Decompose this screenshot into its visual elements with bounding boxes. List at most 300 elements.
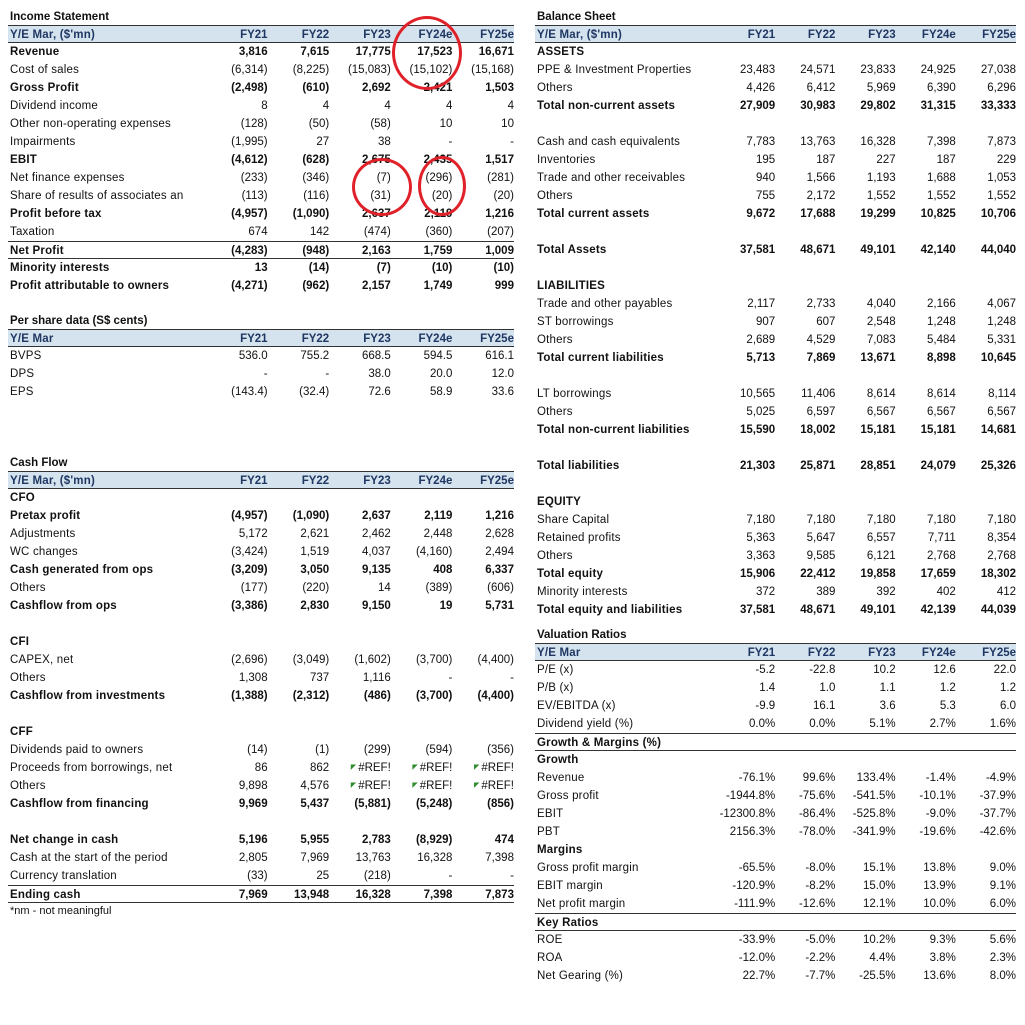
value-text: 2,462	[362, 528, 391, 540]
row-total-liabilities	[535, 457, 1016, 475]
value-text: (4,957)	[231, 510, 268, 522]
value-text: 674	[248, 226, 268, 238]
row-label: Proceeds from borrowings, net	[10, 762, 173, 774]
value-cell	[206, 277, 268, 295]
value-cell	[775, 529, 835, 547]
value-cell	[329, 831, 391, 849]
value-cell	[775, 967, 835, 985]
value-text: #REF!	[358, 780, 391, 792]
value-text: 1,308	[238, 672, 268, 684]
value-cell	[452, 115, 514, 133]
row-trade-and-other-receivables	[535, 169, 1016, 187]
value-cell	[896, 313, 956, 331]
value-cell	[896, 295, 956, 313]
value-text: #REF!	[419, 762, 453, 774]
valuation-title: Valuation Ratios	[537, 629, 627, 641]
value-cell	[391, 205, 453, 223]
row-label: Others	[537, 82, 573, 94]
value-cell	[775, 841, 835, 859]
value-cell	[268, 169, 330, 187]
value-text: -1.4%	[925, 772, 956, 784]
value-cell	[775, 601, 835, 619]
row-label: WC changes	[10, 546, 78, 558]
value-text: 5,713	[746, 352, 776, 364]
value-cell	[391, 507, 453, 525]
row-label: EPS	[10, 386, 34, 398]
value-cell	[206, 507, 268, 525]
value-text: 16,328	[417, 852, 453, 864]
value-text: 25,326	[980, 460, 1017, 472]
value-text: 7,969	[300, 852, 330, 864]
row-total-current-liabilities	[535, 349, 1016, 367]
value-cell	[206, 759, 268, 777]
value-text: 1.1	[879, 682, 896, 694]
value-text: #REF!	[419, 780, 453, 792]
value-text: 1,116	[362, 672, 391, 684]
value-cell	[391, 597, 453, 615]
header-cell: FY22	[301, 29, 330, 41]
value-text: 1.2	[1000, 682, 1017, 694]
value-cell	[206, 242, 268, 258]
value-cell	[835, 187, 895, 205]
row-dividends-paid-to-owners	[8, 741, 514, 759]
value-text: 133.4%	[856, 772, 896, 784]
value-text: 195	[756, 154, 776, 166]
value-text: 15,906	[740, 568, 776, 580]
value-text: (360)	[425, 226, 453, 238]
value-text: 9,135	[362, 564, 391, 576]
value-cell	[956, 403, 1016, 421]
row-label: Dividend yield (%)	[537, 718, 634, 730]
value-text: #REF!	[358, 762, 391, 774]
value-cell	[715, 529, 775, 547]
value-text: -4.9%	[985, 772, 1017, 784]
value-cell	[835, 403, 895, 421]
value-cell	[391, 79, 453, 97]
value-cell	[268, 489, 330, 507]
value-text: 2,448	[423, 528, 453, 540]
value-text: 5.6%	[989, 934, 1017, 946]
value-cell	[956, 769, 1016, 787]
value-text: (2,498)	[231, 82, 268, 94]
value-text: 4,529	[806, 334, 836, 346]
value-text: 2,421	[423, 82, 453, 94]
value-cell	[391, 795, 453, 813]
value-cell	[956, 241, 1016, 259]
value-text: -19.6%	[919, 826, 956, 838]
value-cell	[835, 601, 895, 619]
value-cell	[956, 914, 1016, 930]
value-cell	[956, 313, 1016, 331]
value-cell	[268, 187, 330, 205]
row-total-assets	[535, 241, 1016, 259]
value-text: 5.1%	[869, 718, 896, 730]
value-cell	[715, 769, 775, 787]
value-text: -37.9%	[979, 790, 1017, 802]
value-text: (58)	[370, 118, 391, 130]
value-cell	[329, 383, 391, 401]
value-cell	[896, 133, 956, 151]
value-cell	[715, 601, 775, 619]
value-text: (628)	[302, 154, 330, 166]
value-cell	[268, 259, 330, 277]
value-cell	[391, 886, 453, 902]
row-ebit	[535, 805, 1016, 823]
value-text: -525.8%	[852, 808, 896, 820]
value-text: 10	[439, 118, 453, 130]
value-cell	[206, 365, 268, 383]
value-cell	[956, 97, 1016, 115]
value-cell	[206, 723, 268, 741]
row-label: EQUITY	[537, 496, 582, 508]
value-cell	[268, 525, 330, 543]
row-label: Share of results of associates an	[10, 190, 184, 202]
right-panel	[535, 9, 1016, 985]
value-text: (4,160)	[415, 546, 453, 558]
value-text: (113)	[241, 190, 268, 202]
value-cell	[775, 151, 835, 169]
row-label: Total current assets	[537, 208, 650, 220]
value-text: -12300.8%	[719, 808, 776, 820]
value-text: (3,424)	[231, 546, 268, 558]
value-cell	[268, 795, 330, 813]
value-cell	[775, 331, 835, 349]
row-cfo	[8, 489, 514, 507]
value-cell	[835, 859, 895, 877]
value-cell	[956, 967, 1016, 985]
value-text: (5,248)	[415, 798, 453, 810]
row-margins	[535, 841, 1016, 859]
value-cell	[329, 489, 391, 507]
value-text: 5,025	[746, 406, 776, 418]
value-cell	[391, 777, 453, 795]
value-text: 372	[756, 586, 776, 598]
value-text: -5.2	[755, 664, 776, 676]
header-cell: FY24e	[418, 475, 453, 487]
value-cell	[896, 967, 956, 985]
value-text: (15,168)	[471, 64, 514, 76]
value-text: 5,647	[806, 532, 836, 544]
value-text: (2,696)	[231, 654, 268, 666]
value-text: 999	[494, 280, 514, 292]
value-text: 8	[261, 100, 268, 112]
value-cell	[775, 43, 835, 61]
row-minority-interests	[535, 583, 1016, 601]
row-pretax-profit	[8, 507, 514, 525]
per-share-title: Per share data (S$ cents)	[10, 315, 148, 327]
value-text: 37,581	[740, 604, 776, 616]
value-cell	[835, 787, 895, 805]
row-assets	[535, 43, 1016, 61]
row-cfi	[8, 633, 514, 651]
value-text: 2,768	[927, 550, 956, 562]
value-cell	[268, 831, 330, 849]
value-cell	[896, 169, 956, 187]
value-text: (31)	[370, 190, 391, 202]
value-cell	[268, 151, 330, 169]
value-text: 7,398	[485, 852, 514, 864]
row-label: Revenue	[10, 46, 60, 58]
value-text: 30,983	[800, 100, 836, 112]
value-cell	[956, 385, 1016, 403]
value-text: (10)	[431, 262, 453, 274]
value-text: 755	[756, 190, 776, 202]
value-cell	[452, 886, 514, 902]
value-text: 6,597	[806, 406, 836, 418]
value-text: 38	[377, 136, 391, 148]
value-cell	[329, 133, 391, 151]
value-text: 2,166	[927, 298, 956, 310]
value-cell	[206, 669, 268, 687]
value-cell	[715, 385, 775, 403]
value-cell	[452, 383, 514, 401]
row-label: LT borrowings	[537, 388, 612, 400]
value-cell	[956, 187, 1016, 205]
value-cell	[715, 205, 775, 223]
value-cell	[715, 751, 775, 769]
value-cell	[206, 831, 268, 849]
value-cell	[206, 205, 268, 223]
value-cell	[329, 723, 391, 741]
value-cell	[391, 669, 453, 687]
value-text: (346)	[302, 172, 330, 184]
error-flag-icon: ◤	[412, 782, 418, 789]
value-cell	[391, 741, 453, 759]
value-cell	[956, 511, 1016, 529]
row-roa	[535, 949, 1016, 967]
value-text: 2,163	[362, 245, 391, 257]
table-header	[8, 471, 514, 489]
row-label: CFF	[10, 726, 33, 738]
value-text: 2,157	[362, 280, 391, 292]
value-text: 25	[316, 870, 330, 882]
value-text: (1,388)	[231, 690, 268, 702]
value-text: 6,567	[927, 406, 956, 418]
row-ebit-margin	[535, 877, 1016, 895]
value-cell	[775, 914, 835, 930]
value-text: 0.0%	[809, 718, 836, 730]
value-text: 1,053	[987, 172, 1017, 184]
value-text: 19,299	[860, 208, 896, 220]
row-proceeds-from-borrowings-net	[8, 759, 514, 777]
value-cell	[896, 715, 956, 733]
value-text: -86.4%	[798, 808, 836, 820]
value-cell	[775, 769, 835, 787]
value-text: 229	[996, 154, 1017, 166]
value-text: 1,248	[927, 316, 956, 328]
value-cell	[896, 914, 956, 930]
value-text: (207)	[487, 226, 514, 238]
value-cell	[268, 205, 330, 223]
row-taxation	[8, 223, 514, 241]
value-text: 37,581	[740, 244, 776, 256]
value-text: 7,180	[987, 514, 1017, 526]
value-text: 1,519	[300, 546, 330, 558]
value-text: (962)	[302, 280, 330, 292]
value-cell	[715, 133, 775, 151]
value-text: 4,037	[362, 546, 391, 558]
value-text: 408	[433, 564, 453, 576]
value-cell	[452, 867, 514, 885]
value-text: 17,688	[800, 208, 836, 220]
value-text: -	[510, 136, 514, 148]
value-text: (1,602)	[354, 654, 391, 666]
value-text: -111.9%	[734, 898, 776, 910]
value-cell	[775, 403, 835, 421]
value-text: (594)	[425, 744, 453, 756]
value-cell	[391, 723, 453, 741]
value-cell	[775, 133, 835, 151]
value-cell	[329, 867, 391, 885]
row-label: DPS	[10, 368, 35, 380]
valuation-table	[535, 643, 1016, 985]
value-cell	[452, 849, 514, 867]
value-text: 227	[876, 154, 896, 166]
value-text: 6,390	[927, 82, 956, 94]
value-text: (1,995)	[231, 136, 268, 148]
value-text: 49,101	[860, 244, 896, 256]
row-label: Margins	[537, 844, 583, 856]
value-text: -	[263, 368, 268, 380]
row-label: Total equity	[537, 568, 604, 580]
value-cell	[452, 205, 514, 223]
value-text: 7,873	[987, 136, 1017, 148]
value-cell	[329, 169, 391, 187]
value-cell	[775, 895, 835, 913]
header-cell: FY24e	[418, 29, 453, 41]
value-text: 20.0	[429, 368, 453, 380]
row-label: Cash and cash equivalents	[537, 136, 681, 148]
row-label: Gross Profit	[10, 82, 79, 94]
value-cell	[835, 751, 895, 769]
table-header	[535, 25, 1016, 43]
value-cell	[775, 187, 835, 205]
value-text: 13	[254, 262, 268, 274]
value-cell	[835, 151, 895, 169]
value-cell	[835, 734, 895, 750]
table-header	[8, 25, 514, 43]
row-label: Ending cash	[10, 889, 81, 901]
value-cell	[206, 489, 268, 507]
value-cell	[329, 795, 391, 813]
value-cell	[268, 223, 330, 241]
value-text: 907	[756, 316, 776, 328]
income-statement-title: Income Statement	[10, 11, 110, 23]
row-label: Net Gearing (%)	[537, 970, 624, 982]
value-cell	[835, 295, 895, 313]
value-text: 44,040	[980, 244, 1017, 256]
value-text: 10.2	[873, 664, 896, 676]
value-text: 1,216	[485, 208, 514, 220]
value-text: 1,517	[485, 154, 514, 166]
value-text: 13.6%	[923, 970, 956, 982]
value-cell	[835, 967, 895, 985]
value-text: 10.2%	[863, 934, 896, 946]
value-cell	[715, 967, 775, 985]
row-label: EBIT	[10, 154, 37, 166]
value-text: 4,426	[746, 82, 776, 94]
row-net-finance-expenses	[8, 169, 514, 187]
value-text: 24,925	[920, 64, 956, 76]
value-cell	[391, 242, 453, 258]
value-cell	[206, 43, 268, 61]
value-cell	[896, 547, 956, 565]
value-text: 10,645	[980, 352, 1017, 364]
value-text: 13,763	[800, 136, 836, 148]
value-text: 42,140	[920, 244, 956, 256]
value-text: 8,354	[987, 532, 1017, 544]
value-cell	[835, 841, 895, 859]
value-cell	[835, 914, 895, 930]
value-text: 14,681	[980, 424, 1017, 436]
value-text: 1,552	[987, 190, 1017, 202]
value-cell	[391, 489, 453, 507]
value-cell	[835, 133, 895, 151]
value-text: 12.6	[933, 664, 956, 676]
value-text: (4,612)	[231, 154, 268, 166]
value-cell	[896, 493, 956, 511]
value-text: 17,523	[417, 46, 453, 58]
row-label: Total Assets	[537, 244, 607, 256]
value-cell	[391, 347, 453, 365]
value-cell	[391, 169, 453, 187]
row-label: PBT	[537, 826, 560, 838]
value-cell	[715, 43, 775, 61]
value-text: 2,637	[362, 510, 391, 522]
value-text: 11,406	[801, 388, 836, 400]
row-total-equity-and-liabilities	[535, 601, 1016, 619]
value-cell	[391, 365, 453, 383]
value-cell	[835, 313, 895, 331]
value-cell	[268, 79, 330, 97]
row-adjustments	[8, 525, 514, 543]
value-text: 9,585	[806, 550, 836, 562]
value-text: (4,271)	[231, 280, 268, 292]
value-cell	[896, 349, 956, 367]
value-cell	[956, 331, 1016, 349]
value-cell	[835, 457, 895, 475]
value-cell	[956, 787, 1016, 805]
value-text: 10,706	[980, 208, 1017, 220]
value-cell	[775, 931, 835, 949]
value-text: 6,557	[866, 532, 896, 544]
value-text: (15,102)	[409, 64, 453, 76]
value-cell	[775, 457, 835, 475]
value-text: 2,733	[806, 298, 836, 310]
value-cell	[329, 579, 391, 597]
value-text: 389	[816, 586, 836, 598]
value-text: 474	[494, 834, 514, 846]
value-cell	[391, 383, 453, 401]
value-cell	[452, 242, 514, 258]
value-cell	[206, 383, 268, 401]
value-text: 33,333	[980, 100, 1017, 112]
row-label: Cost of sales	[10, 64, 80, 76]
value-text: 6.0	[1000, 700, 1017, 712]
value-cell	[329, 277, 391, 295]
row-label: CFI	[10, 636, 30, 648]
value-cell	[268, 669, 330, 687]
value-cell	[896, 511, 956, 529]
value-cell	[268, 759, 330, 777]
value-cell	[956, 949, 1016, 967]
value-text: 49,101	[860, 604, 896, 616]
row-label: Minority interests	[10, 262, 110, 274]
value-text: -5.0%	[805, 934, 836, 946]
row-cashflow-from-investments	[8, 687, 514, 705]
value-text: (296)	[425, 172, 453, 184]
row-minority-interests	[8, 259, 514, 277]
